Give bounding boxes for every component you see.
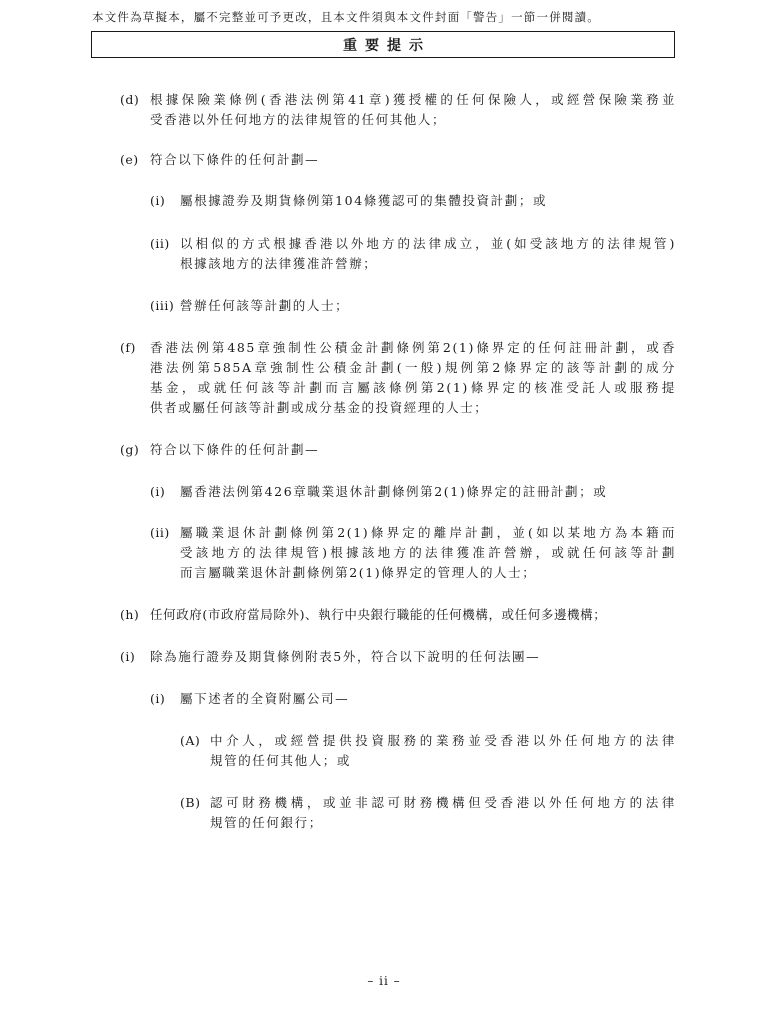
clause-e-ii	[150, 234, 676, 274]
clause-line: 符合以下條件的任何計劃—	[150, 152, 320, 167]
clause-label: (i)	[120, 649, 136, 664]
clause-line: 除為施行證券及期貨條例附表5外，符合以下說明的任何法團—	[150, 649, 541, 664]
clause-line: 港法例第585A章強制性公積金計劃(一般)規例第2條界定的該等計劃的成分	[150, 360, 676, 375]
clause-e-iii	[150, 296, 676, 316]
clause-label: (d)	[120, 92, 140, 107]
clause-line: 中介人，或經營提供投資服務的業務並受香港以外任何地方的法律	[210, 733, 676, 748]
clause-label: (f)	[120, 340, 136, 355]
banner-title: 重要提示	[343, 37, 431, 54]
clause-line: 屬職業退休計劃條例第2(1)條界定的離岸計劃，並(如以某地方為本籍而	[180, 525, 676, 540]
clause-line: 規管的任何銀行；	[210, 815, 323, 830]
clause-line: 屬下述者的全資附屬公司—	[180, 691, 350, 706]
clause-label: (A)	[180, 733, 201, 748]
clause-label: (B)	[180, 795, 201, 810]
clause-label: (iii)	[150, 298, 175, 313]
clause-label: (ii)	[150, 236, 170, 251]
page-number: – ii –	[367, 974, 401, 988]
clause-i	[120, 647, 676, 667]
clause-label: (h)	[120, 607, 140, 622]
clause-label: (i)	[150, 484, 166, 499]
clause-g	[120, 440, 676, 460]
clause-line: 認可財務機構，或並非認可財務機構但受香港以外任何地方的法律	[210, 795, 676, 810]
clause-line: 根據該地方的法律獲准許營辦；	[180, 256, 378, 271]
clause-line: 受香港以外任何地方的法律規管的任何其他人；	[150, 112, 447, 127]
clause-line: 供者或屬任何該等計劃或成分基金的投資經理的人士；	[150, 400, 489, 415]
clause-line: 營辦任何該等計劃的人士；	[180, 298, 350, 313]
clause-line: 根據保險業條例(香港法例第41章)獲授權的任何保險人，或經營保險業務並	[150, 92, 676, 107]
clause-line: 任何政府(市政府當局除外)、執行中央銀行職能的任何機構，或任何多邊機構；	[150, 607, 607, 622]
clause-i-i	[150, 689, 676, 709]
clause-line: 規管的任何其他人；或	[210, 753, 352, 768]
important-notice-banner	[91, 31, 675, 58]
clause-label: (i)	[150, 193, 166, 208]
clause-line: 基金，或就任何該等計劃而言屬該條例第2(1)條界定的核准受託人或服務提	[150, 380, 676, 395]
clause-line: 屬根據證券及期貨條例第104條獲認可的集體投資計劃；或	[180, 193, 548, 208]
clause-label: (e)	[120, 152, 139, 167]
clause-line: 而言屬職業退休計劃條例第2(1)條界定的管理人的人士；	[180, 565, 537, 580]
draft-notice: 本文件為草擬本，屬不完整並可予更改，且本文件須與本文件封面「警告」一節一併閱讀。	[92, 10, 600, 24]
clause-line: 香港法例第485章強制性公積金計劃條例第2(1)條界定的任何註冊計劃，或香	[150, 340, 676, 355]
clause-i-i-B	[180, 793, 676, 833]
clause-i-i-A	[180, 731, 676, 771]
clause-label: (i)	[150, 691, 166, 706]
clause-d	[120, 90, 676, 130]
clause-e	[120, 150, 676, 170]
clause-e-i	[150, 191, 676, 211]
clause-g-ii	[150, 523, 676, 583]
clause-line: 屬香港法例第426章職業退休計劃條例第2(1)條界定的註冊計劃；或	[180, 484, 608, 499]
clause-h	[120, 605, 676, 625]
clause-label: (ii)	[150, 525, 170, 540]
clause-line: 受該地方的法律規管)根據該地方的法律獲准許營辦，或就任何該等計劃	[180, 545, 676, 560]
clause-line: 符合以下條件的任何計劃—	[150, 442, 320, 457]
clause-g-i	[150, 482, 676, 502]
clause-f	[120, 338, 676, 418]
clause-line: 以相似的方式根據香港以外地方的法律成立，並(如受該地方的法律規管)	[180, 236, 676, 251]
clause-label: (g)	[120, 442, 140, 457]
